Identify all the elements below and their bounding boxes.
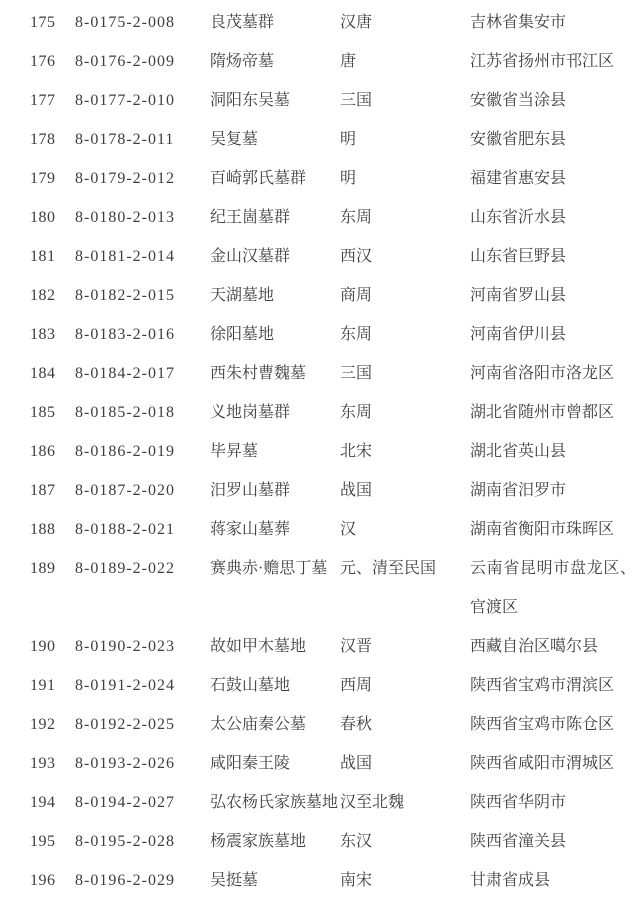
row-location: 西藏自治区噶尔县 [470, 638, 599, 655]
table-row [0, 783, 640, 822]
row-location: 陕西省宝鸡市渭滨区 [470, 677, 615, 694]
row-era: 北宋 [340, 443, 373, 460]
row-number: 188 [30, 521, 56, 538]
row-name: 徐阳墓地 [210, 326, 275, 343]
row-name: 隋炀帝墓 [210, 53, 275, 70]
row-era: 三国 [340, 365, 373, 382]
row-number: 180 [30, 209, 56, 226]
row-location: 福建省惠安县 [470, 170, 567, 187]
row-name: 石鼓山墓地 [210, 677, 291, 694]
row-name: 毕昇墓 [210, 443, 259, 460]
row-location: 河南省伊川县 [470, 326, 567, 343]
table-row [0, 822, 640, 861]
tomb-list-table [0, 3, 640, 900]
row-number: 196 [30, 872, 56, 889]
row-number: 182 [30, 287, 56, 304]
row-code: 8-0175-2-008 [75, 14, 175, 31]
row-location: 江苏省扬州市邗江区 [470, 53, 615, 70]
row-name: 金山汉墓群 [210, 248, 291, 265]
row-code: 8-0180-2-013 [75, 209, 175, 226]
row-code: 8-0179-2-012 [75, 170, 175, 187]
row-era: 汉至北魏 [340, 794, 405, 811]
row-code: 8-0196-2-029 [75, 872, 175, 889]
row-code: 8-0194-2-027 [75, 794, 175, 811]
row-number: 179 [30, 170, 56, 187]
table-row [0, 666, 640, 705]
table-row [0, 393, 640, 432]
row-location: 陕西省咸阳市渭城区 [470, 755, 615, 772]
table-row [0, 276, 640, 315]
row-location: 安徽省肥东县 [470, 131, 567, 148]
row-name: 洞阳东吴墓 [210, 92, 291, 109]
row-name: 纪王崮墓群 [210, 209, 291, 226]
table-row [0, 432, 640, 471]
row-era: 西周 [340, 677, 373, 694]
row-code: 8-0178-2-011 [75, 131, 175, 148]
row-name: 百崎郭氏墓群 [210, 170, 307, 187]
row-location: 山东省巨野县 [470, 248, 567, 265]
row-number: 183 [30, 326, 56, 343]
row-name: 咸阳秦王陵 [210, 755, 291, 772]
row-location: 安徽省当涂县 [470, 92, 567, 109]
table-row [0, 3, 640, 42]
table-row [0, 354, 640, 393]
row-code: 8-0190-2-023 [75, 638, 175, 655]
row-name: 汨罗山墓群 [210, 482, 291, 499]
row-number: 177 [30, 92, 56, 109]
table-row [0, 861, 640, 900]
row-name: 太公庙秦公墓 [210, 716, 307, 733]
table-row [0, 744, 640, 783]
row-code: 8-0187-2-020 [75, 482, 175, 499]
row-number: 184 [30, 365, 56, 382]
row-location: 湖北省英山县 [470, 443, 567, 460]
row-location: 陕西省潼关县 [470, 833, 567, 850]
row-code: 8-0184-2-017 [75, 365, 175, 382]
row-name: 天湖墓地 [210, 287, 275, 304]
table-row [0, 549, 640, 627]
table-row [0, 627, 640, 666]
row-era: 东周 [340, 404, 373, 421]
row-number: 185 [30, 404, 56, 421]
row-code: 8-0193-2-026 [75, 755, 175, 772]
row-location: 河南省罗山县 [470, 287, 567, 304]
row-location: 山东省沂水县 [470, 209, 567, 226]
table-row [0, 198, 640, 237]
row-name: 吴复墓 [210, 131, 259, 148]
table-row [0, 81, 640, 120]
row-name: 义地岗墓群 [210, 404, 291, 421]
row-number: 176 [30, 53, 56, 70]
row-location: 云南省昆明市盘龙区、官渡区 [470, 560, 636, 616]
row-name: 蒋家山墓葬 [210, 521, 291, 538]
row-code: 8-0176-2-009 [75, 53, 175, 70]
row-location: 湖北省随州市曾都区 [470, 404, 615, 421]
row-code: 8-0188-2-021 [75, 521, 175, 538]
row-location: 湖南省衡阳市珠晖区 [470, 521, 615, 538]
row-number: 194 [30, 794, 56, 811]
row-number: 186 [30, 443, 56, 460]
row-location: 湖南省汨罗市 [470, 482, 567, 499]
row-name: 良茂墓群 [210, 14, 275, 31]
row-era: 唐 [340, 53, 357, 70]
row-code: 8-0189-2-022 [75, 560, 175, 577]
row-code: 8-0192-2-025 [75, 716, 175, 733]
table-row [0, 42, 640, 81]
table-row [0, 471, 640, 510]
row-number: 193 [30, 755, 56, 772]
row-name: 故如甲木墓地 [210, 638, 307, 655]
row-era: 元、清至民国 [340, 560, 437, 577]
row-code: 8-0195-2-028 [75, 833, 175, 850]
row-number: 191 [30, 677, 56, 694]
row-number: 175 [30, 14, 56, 31]
row-location: 河南省洛阳市洛龙区 [470, 365, 615, 382]
table-row [0, 510, 640, 549]
row-name: 弘农杨氏家族墓地 [210, 794, 339, 811]
table-row [0, 120, 640, 159]
row-era: 东周 [340, 209, 373, 226]
table-row [0, 159, 640, 198]
row-location: 吉林省集安市 [470, 14, 567, 31]
row-location: 甘肃省成县 [470, 872, 551, 889]
row-era: 战国 [340, 755, 373, 772]
row-number: 181 [30, 248, 56, 265]
row-number: 195 [30, 833, 56, 850]
row-era: 汉唐 [340, 14, 373, 31]
row-era: 战国 [340, 482, 373, 499]
row-code: 8-0191-2-024 [75, 677, 175, 694]
row-era: 东周 [340, 326, 373, 343]
table-row [0, 705, 640, 744]
table-row [0, 237, 640, 276]
row-era: 明 [340, 131, 357, 148]
row-era: 汉 [340, 521, 357, 538]
row-location: 陕西省华阴市 [470, 794, 567, 811]
row-number: 192 [30, 716, 56, 733]
row-era: 南宋 [340, 872, 373, 889]
row-name: 西朱村曹魏墓 [210, 365, 307, 382]
row-code: 8-0185-2-018 [75, 404, 175, 421]
row-name: 吴挺墓 [210, 872, 259, 889]
row-code: 8-0183-2-016 [75, 326, 175, 343]
row-name: 赛典赤·赡思丁墓 [210, 560, 328, 577]
row-number: 190 [30, 638, 56, 655]
row-code: 8-0181-2-014 [75, 248, 175, 265]
row-era: 明 [340, 170, 357, 187]
row-era: 西汉 [340, 248, 373, 265]
row-era: 汉晋 [340, 638, 373, 655]
row-location: 陕西省宝鸡市陈仓区 [470, 716, 615, 733]
row-era: 三国 [340, 92, 373, 109]
row-number: 178 [30, 131, 56, 148]
row-era: 春秋 [340, 716, 373, 733]
row-era: 商周 [340, 287, 373, 304]
row-name: 杨震家族墓地 [210, 833, 307, 850]
row-number: 189 [30, 560, 56, 577]
row-code: 8-0182-2-015 [75, 287, 175, 304]
table-row [0, 315, 640, 354]
row-code: 8-0177-2-010 [75, 92, 175, 109]
row-code: 8-0186-2-019 [75, 443, 175, 460]
row-number: 187 [30, 482, 56, 499]
row-era: 东汉 [340, 833, 373, 850]
